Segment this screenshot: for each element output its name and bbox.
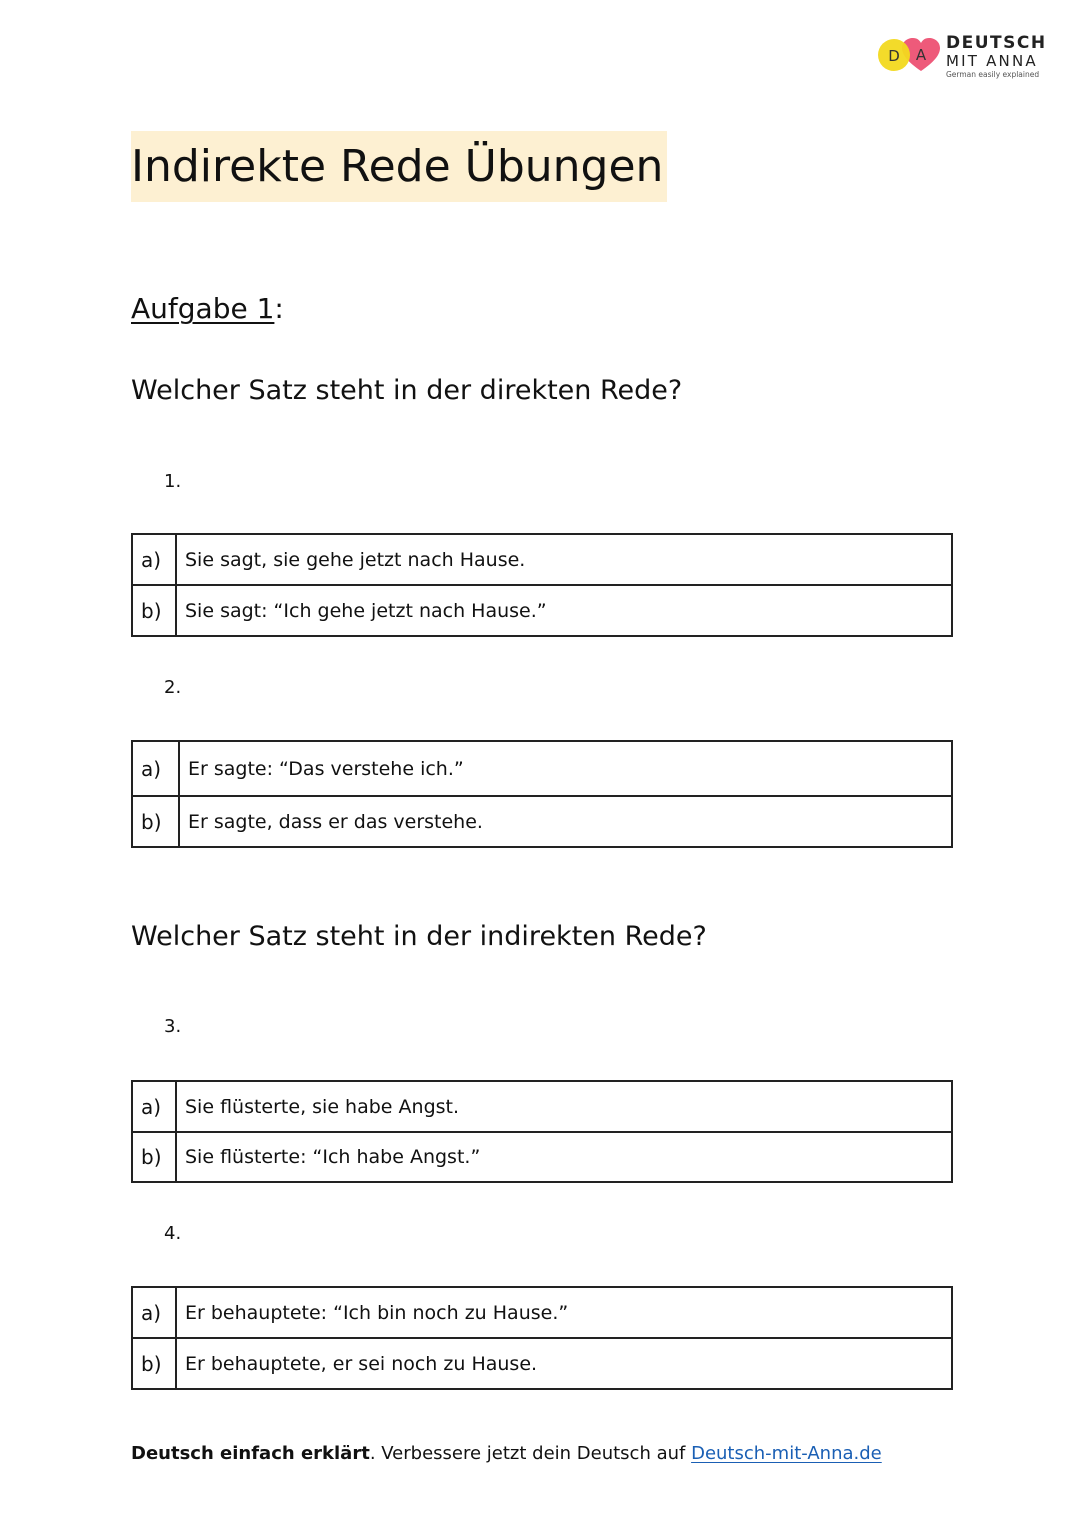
logo-letter-d: D	[888, 47, 900, 65]
option-letter: b)	[132, 796, 179, 847]
option-letter: a)	[132, 534, 176, 585]
option-text: Sie flüsterte, sie habe Angst.	[176, 1081, 952, 1132]
option-text: Er behauptete, er sei noch zu Hause.	[176, 1338, 952, 1389]
option-text: Er behauptete: “Ich bin noch zu Hause.”	[176, 1287, 952, 1338]
logo-heart-circle-icon	[876, 37, 942, 73]
footer-text: . Verbessere jetzt dein Deutsch auf	[369, 1443, 692, 1464]
question-direct-speech: Welcher Satz steht in der direkten Rede?	[131, 375, 683, 406]
options-table-2	[131, 740, 953, 848]
logo-line-deutsch: DEUTSCH	[946, 33, 1047, 53]
option-letter: b)	[132, 585, 176, 636]
logo-wordmark	[946, 34, 1051, 80]
footer-tagline: Deutsch einfach erklärt	[131, 1443, 370, 1464]
option-row-b[interactable]	[132, 585, 952, 636]
option-letter: a)	[132, 741, 179, 796]
options-table-1	[131, 533, 953, 637]
option-row-b[interactable]	[132, 1132, 952, 1182]
task-heading	[131, 290, 284, 328]
option-text: Er sagte: “Das verstehe ich.”	[179, 741, 952, 796]
footer	[131, 1441, 882, 1467]
options-table-3	[131, 1080, 953, 1183]
option-row-a[interactable]	[132, 1081, 952, 1132]
task-suffix: :	[274, 292, 284, 325]
option-row-a[interactable]	[132, 534, 952, 585]
option-text: Sie sagt, sie gehe jetzt nach Hause.	[176, 534, 952, 585]
option-text: Er sagte, dass er das verstehe.	[179, 796, 952, 847]
item-number: 3.	[164, 1016, 182, 1037]
question-indirect-speech: Welcher Satz steht in der indirekten Rede?	[131, 921, 707, 952]
option-text: Sie sagt: “Ich gehe jetzt nach Hause.”	[176, 585, 952, 636]
option-text: Sie flüsterte: “Ich habe Angst.”	[176, 1132, 952, 1182]
logo-line-mit-anna: MIT ANNA	[946, 52, 1038, 70]
page-title: Indirekte Rede Übungen	[131, 131, 667, 202]
item-number: 4.	[164, 1223, 182, 1244]
options-table-4	[131, 1286, 953, 1390]
option-row-a[interactable]	[132, 1287, 952, 1338]
option-letter: b)	[132, 1132, 176, 1182]
logo-tagline: German easily explained	[946, 70, 1040, 79]
footer-website-link[interactable]: Deutsch-mit-Anna.de	[691, 1443, 882, 1464]
task-label: Aufgabe 1	[131, 292, 275, 325]
option-row-b[interactable]	[132, 796, 952, 847]
option-letter: a)	[132, 1081, 176, 1132]
option-letter: a)	[132, 1287, 176, 1338]
item-number: 2.	[164, 677, 182, 698]
option-letter: b)	[132, 1338, 176, 1389]
logo-letter-a: A	[915, 46, 927, 64]
item-number: 1.	[164, 471, 182, 492]
option-row-b[interactable]	[132, 1338, 952, 1389]
option-row-a[interactable]	[132, 741, 952, 796]
brand-logo	[876, 34, 1051, 84]
